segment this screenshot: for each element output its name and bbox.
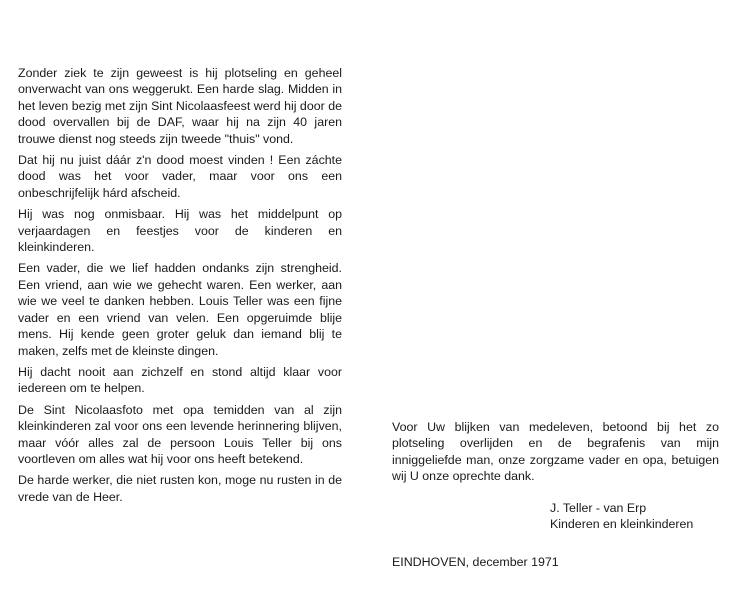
signature-family: Kinderen en kleinkinderen — [550, 517, 694, 532]
signature — [550, 500, 719, 533]
memorial-text — [18, 65, 342, 510]
memorial-paragraph: Hij dacht nooit aan zichzelf en stond altijd klaar voor iedereen om te helpen. — [18, 364, 342, 396]
place-date: EINDHOVEN, december 1971 — [392, 555, 559, 570]
memorial-paragraph: De Sint Nicolaasfoto met opa temidden van al zijn kleinkinderen zal voor ons een levende herinnering blijven, maar vóór alles zal de persoon Louis Teller bij ons voortleven om alles wat hij voor ons heeft betekend. — [18, 402, 342, 466]
acknowledgement-text: Voor Uw blijken van medeleven, betoond bij het zo plotseling overlijden en de begrafenis van mijn inniggeliefde man, onze zorgzame vader en opa, betuigen wij U onze oprechte dank. — [392, 420, 719, 484]
memorial-paragraph: Hij was nog onmisbaar. Hij was het middelpunt op verjaardagen en feestjes voor de kinderen en kleinkinderen. — [18, 207, 342, 255]
memorial-paragraph: Een vader, die we lief hadden ondanks zijn strengheid. Een vriend, aan wie we gehecht waren. Een werker, aan wie we veel te danken hebben. Louis Teller was een fijne vader en een vriend van velen. Een opgeruimde blije mens. Hij kende geen groter geluk dan iemand blij te maken, zelfs met de kleinste dingen. — [18, 261, 342, 358]
memorial-paragraph: Zonder ziek te zijn geweest is hij plotseling en geheel onverwacht van ons weggerukt. Een harde slag. Midden in het leven bezig met zijn Sint Nicolaasfeest werd hij door de dood overvallen bij de DAF, waar hij na zijn 40 jaren trouwe dienst nog steeds zijn tweede "thuis" vond. — [18, 66, 342, 146]
memorial-paragraph: Dat hij nu juist dáár z'n dood moest vinden ! Een záchte dood was het voor vader, maar voor ons een onbeschrijfelijk hárd afscheid. — [18, 153, 342, 200]
acknowledgement-block — [392, 419, 719, 571]
signature-name: J. Teller - van Erp — [550, 500, 647, 515]
memorial-paragraph: De harde werker, die niet rusten kon, moge nu rusten in de vrede van de Heer. — [18, 473, 342, 504]
